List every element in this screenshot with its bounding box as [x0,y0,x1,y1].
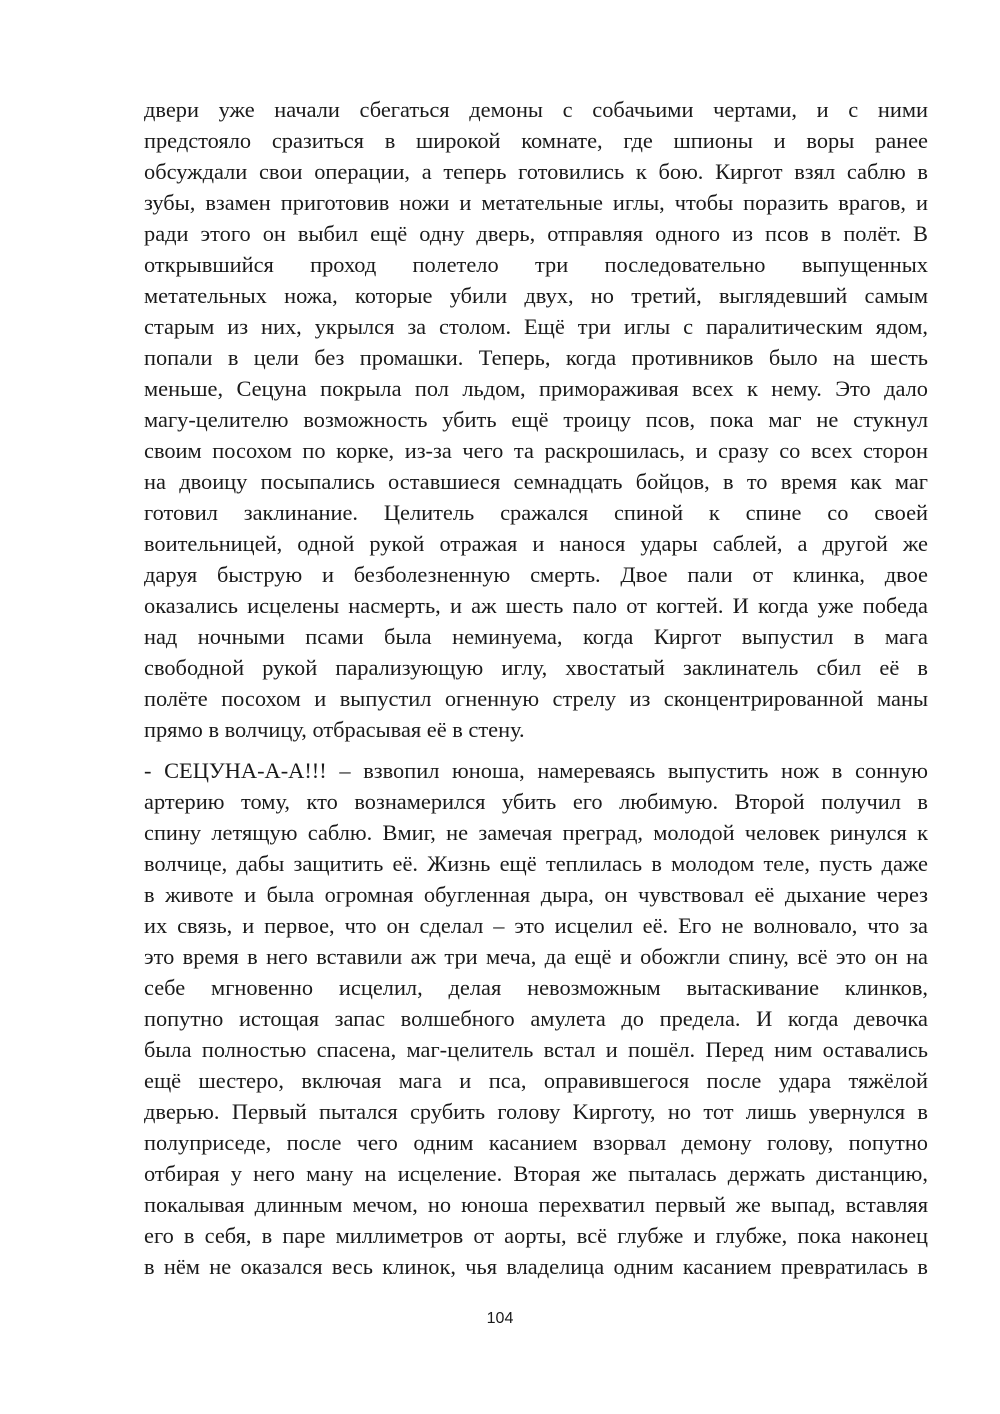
text-line: покалывая длинным мечом, но юноша перехватил первый же выпад, вставляя [144,1192,928,1217]
text-line: в животе и была огромная обугленная дыра, он чувствовал её дыхание через [144,882,928,907]
paragraph-spacing [144,745,928,755]
text-line: дверью. Первый пытался срубить голову Kирготу, но тот лишь увернулся в [144,1099,928,1124]
text-line: была полностью спасена, маг-целитель встал и пошёл. Перед ним оставались [144,1037,928,1062]
text-line: двери уже начали сбегаться демоны с собачьими чертами, и с ними [144,97,928,122]
text-line: своим посохом по корке, из-за чего та раскрошилась, и сразу со всех сторон [144,438,928,463]
text-line: воительницей, одной рукой отражая и нанося удары саблей, а другой же [144,531,928,556]
text-line: это время в него вставили аж три меча, да ещё и обожгли спину, всё это он на [144,944,928,969]
text-line: ещё шестеро, включая мага и пса, оправившегося после удара тяжёлой [144,1068,928,1093]
text-line: обсуждали свои операции, а теперь готовились к бою. Киргот взял саблю в [144,159,928,184]
text-line: на двоицу посыпались оставшиеся семнадцать бойцов, в то время как маг [144,469,928,494]
text-line: отбирая у него ману на исцеление. Вторая же пыталась держать дистанцию, [144,1161,928,1186]
text-line: попутно истощая запас волшебного амулета до предела. И когда девочка [144,1006,928,1031]
text-line: оказались исцелены насмерть, и аж шесть пало от когтей. И когда уже победа [144,593,928,618]
text-line: предстояло сразиться в широкой комнате, где шпионы и воры ранее [144,128,928,153]
text-line: готовил заклинание. Целитель сражался спиной к спине со своей [144,500,928,525]
text-line: зубы, взамен приготовив ножи и метательные иглы, чтобы поразить врагов, и [144,190,928,215]
text-line: полёте посохом и выпустил огненную стрелу из сконцентрированной маны [144,686,928,711]
text-line: - СЕЦУНА-А-А!!! – взвопил юноша, намереваясь выпустить нож в сонную [144,758,928,783]
text-line: открывшийся проход полетело три последовательно выпущенных [144,252,928,277]
text-line: в нём не оказался весь клинок, чья владелица одним касанием превратилась в [144,1254,928,1279]
paragraph [144,755,928,1282]
text-line: полуприседе, после чего одним касанием взорвал демону голову, попутно [144,1130,928,1155]
text-line: магу-целителю возможность убить ещё троицу псов, пока маг не стукнул [144,407,928,432]
page-number: 104 [486,1310,514,1327]
text-line: артерию тому, кто вознамерился убить его любимую. Второй получил в [144,789,928,814]
text-line: свободной рукой парализующую иглу, хвостатый заклинатель сбил её в [144,655,928,680]
text-line: спину летящую саблю. Вмиг, не замечая преград, молодой человек ринулся к [144,820,928,845]
text-line: прямо в волчицу, отбрасывая её в стену. [144,717,525,742]
text-line: попали в цели без промашки. Теперь, когда противников было на шесть [144,345,928,370]
text-line: их связь, и первое, что он сделал – это исцелил её. Его не волновало, что за [144,913,928,938]
text-line: ради этого он выбил ещё одну дверь, отправляя одного из псов в полёт. В [144,221,928,246]
text-line: меньше, Сецуна покрыла пол льдом, приморaживая всех к нему. Это дало [144,376,928,401]
text-line: волчице, дабы защитить её. Жизнь ещё теплилась в молодом теле, пусть даже [144,851,928,876]
text-line: даруя быструю и безболезненную смерть. Двое пали от клинка, двое [144,562,928,587]
text-line: старым из них, укрылся за столом. Ещё три иглы с паралитическим ядом, [144,314,928,339]
text-line: метательных ножа, которые убили двух, но третий, выглядевший самым [144,283,928,308]
text-line: над ночными псами была неминуема, когда Киргот выпустил в мага [144,624,928,649]
text-line: себе мгновенно исцелил, делая невозможным вытаскивание клинков, [144,975,928,1000]
text-line: его в себя, в паре миллиметров от аорты, всё глубже и глубже, пока наконец [144,1223,928,1248]
paragraph [144,94,928,745]
text-body [144,94,928,1282]
